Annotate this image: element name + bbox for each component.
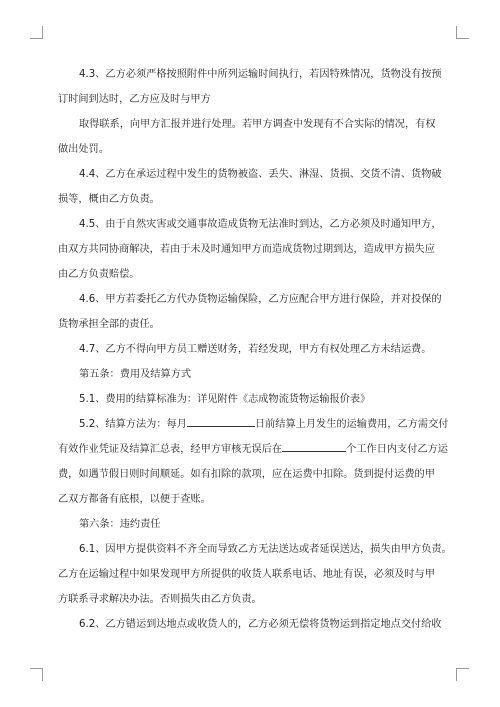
text-line: 5.1、费用的结算标准为：详见附件《志成物流货物运输报价表》 <box>79 394 371 405</box>
clause-4-5 <box>58 212 458 287</box>
text-line: 损等，概由乙方负责。 <box>58 194 160 205</box>
text-line: 第六条：违约责任 <box>79 519 161 530</box>
text-fragment: 日前结算上月发生的运输费用，乙方需交付 <box>254 419 449 430</box>
text-line: 6.1、因甲方提供资料不齐全而导致乙方无法送达或者延误送达，损失由甲方负责。 <box>79 544 452 555</box>
text-line: 订时间到达时，乙方应及时与甲方 <box>58 94 211 105</box>
text-line <box>58 412 458 437</box>
crop-mark-top-right <box>456 26 469 39</box>
clause-4-6 <box>58 287 458 337</box>
text-line: 做出处罚。 <box>58 144 109 155</box>
clause-4-4 <box>58 162 458 212</box>
text-line: 由双方共同协商解决，若由于未及时通知甲方而造成货物过期到达，造成甲方损失应 <box>58 244 435 255</box>
crop-mark-top-left <box>30 26 43 39</box>
clause-6-2 <box>58 612 458 637</box>
clause-5-2 <box>58 412 458 512</box>
text-line: 4.3、乙方必须严格按照附件中所列运输时间执行，若因特殊情况，货物没有按预 <box>79 69 442 80</box>
clause-5-1 <box>58 387 458 412</box>
text-line: 取得联系，向甲方汇报并进行处理。若甲方调查中发现有不合实际的情况，有权 <box>79 119 436 130</box>
text-line: 方联系寻求解决办法。否则损失由乙方负责。 <box>58 594 262 605</box>
text-line: 4.6、甲方若委托乙方代办货物运输保险，乙方应配合甲方进行保险，并对投保的 <box>79 294 442 305</box>
clause-4-3 <box>58 62 458 112</box>
text-line: 由乙方负责赔偿。 <box>58 269 140 280</box>
text-line: 费，如遇节假日则时间顺延。如有扣除的款项，应在运费中扣除。货到提付运费的甲 <box>58 469 435 480</box>
text-line: 6.2、乙方错运到达地点或收货人的，乙方必须无偿将货物运到指定地点交付给收 <box>79 619 442 630</box>
text-line: 乙双方都备有底根，以便于查账。 <box>58 494 211 505</box>
text-line: 乙方在运输过程中如果发现甲方所提供的收货人联系电话、地址有误，必须及时与甲 <box>58 569 435 580</box>
clause-6-1 <box>58 537 458 612</box>
text-fragment: 5.2、结算方法为：每月 <box>79 419 187 430</box>
crop-mark-bottom-right <box>456 668 469 681</box>
text-line: 第五条：费用及结算方式 <box>79 369 192 380</box>
text-fragment: 有效作业凭证及结算汇总表，经甲方审核无误后在 <box>58 444 283 455</box>
clause-4-7 <box>58 337 458 362</box>
text-line: 4.5、由于自然灾害或交通事故造成货物无法准时到达，乙方必须及时通知甲方， <box>79 219 442 230</box>
fill-in-blank-day[interactable] <box>187 416 255 427</box>
text-line: 货物承担全部的责任。 <box>58 319 160 330</box>
section-6-heading <box>58 512 458 537</box>
clause-4-3-continued <box>58 112 458 162</box>
document-body <box>58 62 458 637</box>
text-line: 4.4、乙方在承运过程中发生的货物被盗、丢失、淋湿、货损、交货不清、货物破 <box>79 169 442 180</box>
crop-mark-bottom-left <box>30 668 43 681</box>
section-5-heading <box>58 362 458 387</box>
text-line <box>58 437 458 462</box>
text-fragment: 个工作日内支付乙方运 <box>346 444 448 455</box>
fill-in-blank-workdays[interactable] <box>282 441 346 452</box>
text-line: 4.7、乙方不得向甲方员工赠送财务，若经发现，甲方有权处理乙方未结运费。 <box>79 344 432 355</box>
